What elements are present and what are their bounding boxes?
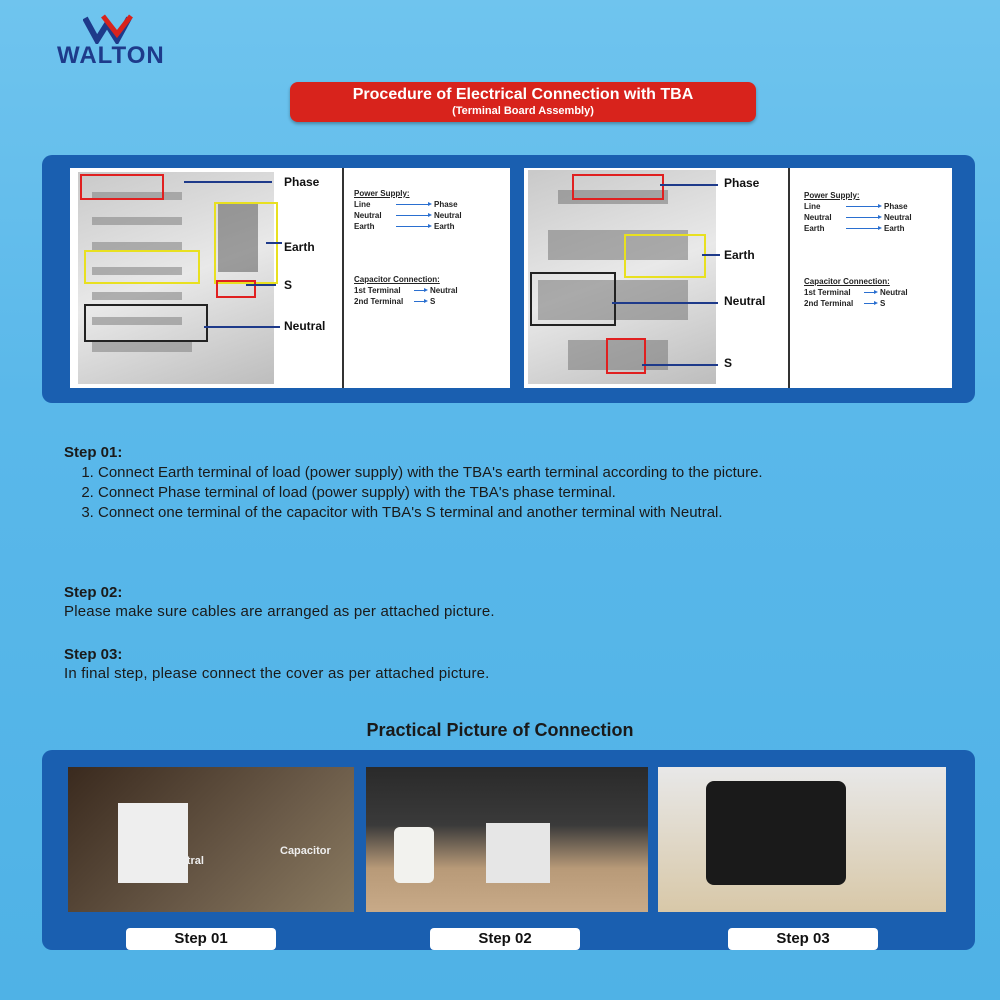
step03-label: Step 03 xyxy=(728,928,878,950)
neutral-pointer-right xyxy=(612,302,718,304)
s-highlight-right xyxy=(606,338,646,374)
practical-photo-1 xyxy=(68,767,354,912)
walton-logo xyxy=(55,14,215,69)
cap-from-1: 2nd Terminal xyxy=(354,297,404,306)
capacitor-right xyxy=(804,276,908,309)
ps-from-1: Neutral xyxy=(354,211,382,220)
label-earth-left: Earth xyxy=(284,240,315,254)
step2-text: Please make sure cables are arranged as per attached picture. xyxy=(64,603,495,620)
page-subtitle: (Terminal Board Assembly) xyxy=(452,105,594,117)
step1-item-3: 3. Connect one terminal of the capacitor with TBA's S terminal and another terminal with Neutral. xyxy=(98,503,964,523)
diagram-right-panel xyxy=(524,168,952,388)
tba-photo-right xyxy=(528,170,716,384)
earth-pointer-right xyxy=(702,254,720,256)
step1-item-1: 1. Connect Earth terminal of load (power supply) with the TBA's earth terminal according to the picture. xyxy=(98,463,964,483)
ps-r-from-2: Earth xyxy=(804,224,825,233)
phase-highlight-right xyxy=(572,174,664,200)
neutral-highlight-right xyxy=(530,272,616,326)
divider-right xyxy=(788,168,790,388)
power-supply-left xyxy=(354,188,462,232)
practical-photo-2 xyxy=(366,767,648,912)
label-s-right: S xyxy=(724,356,733,370)
ps-r-to-0: Phase xyxy=(884,202,908,211)
label-phase-right: Phase xyxy=(724,176,760,190)
ps-to-2: Earth xyxy=(434,222,455,231)
label-phase-left: Phase xyxy=(284,175,320,189)
capacitor-drawing xyxy=(394,827,434,883)
step2-section xyxy=(64,584,964,620)
earth-highlight-right xyxy=(624,234,706,278)
tba-photo2-board xyxy=(486,823,550,883)
neutral-highlight-left xyxy=(84,304,208,342)
diagram-left-panel xyxy=(70,168,510,388)
tba-cover-drawing xyxy=(706,781,846,885)
phase-pointer xyxy=(184,181,272,183)
s-highlight-left xyxy=(84,250,200,284)
capacitor-heading: Capacitor Connection: xyxy=(354,275,440,284)
cap-to-0: Neutral xyxy=(430,286,458,295)
tba-photo-left xyxy=(78,172,274,384)
step1-item-2: 2. Connect Phase terminal of load (power supply) with the TBA's phase terminal. xyxy=(98,483,964,503)
ps-r-to-1: Neutral xyxy=(884,213,912,222)
label-neutral-right: Neutral xyxy=(724,294,766,308)
label-s-left: S xyxy=(284,278,293,292)
label-neutral-left: Neutral xyxy=(284,319,326,333)
step1-section xyxy=(64,444,964,523)
power-supply-heading-right: Power Supply: xyxy=(804,191,860,200)
phase-highlight-left xyxy=(80,174,164,200)
practical-photo-3 xyxy=(658,767,946,912)
power-supply-heading: Power Supply: xyxy=(354,189,410,198)
step01-label: Step 01 xyxy=(126,928,276,950)
ps-to-0: Phase xyxy=(434,200,458,209)
photo1-label-capacitor: Capacitor xyxy=(280,845,331,857)
page-title: Procedure of Electrical Connection with TBA xyxy=(352,86,694,103)
photo1-label-phase: Phase xyxy=(152,807,185,819)
step3-text: In final step, please connect the cover as per attached picture. xyxy=(64,665,490,682)
cap-to-1: S xyxy=(430,297,436,306)
cap-r-to-1: S xyxy=(880,299,886,308)
step3-heading: Step 03: xyxy=(64,646,123,663)
brand-name: WALTON xyxy=(57,42,165,69)
capacitor-heading-right: Capacitor Connection: xyxy=(804,277,890,286)
photo1-label-neutral: Neutral xyxy=(166,855,204,867)
ps-from-2: Earth xyxy=(354,222,375,231)
cap-r-to-0: Neutral xyxy=(880,288,908,297)
cap-from-0: 1st Terminal xyxy=(354,286,401,295)
step3-section xyxy=(64,646,964,682)
power-supply-right xyxy=(804,190,912,234)
divider-left xyxy=(342,168,344,388)
title-banner xyxy=(290,82,756,122)
step1-heading: Step 01: xyxy=(64,444,123,461)
walton-w-icon xyxy=(83,14,153,44)
label-earth-right: Earth xyxy=(724,248,755,262)
ps-r-to-2: Earth xyxy=(884,224,905,233)
practical-title: Practical Picture of Connection xyxy=(366,720,634,740)
ps-r-from-1: Neutral xyxy=(804,213,832,222)
capacitor-left xyxy=(354,274,458,307)
ps-to-1: Neutral xyxy=(434,211,462,220)
step02-label: Step 02 xyxy=(430,928,580,950)
s-pointer xyxy=(246,284,276,286)
ps-r-from-0: Line xyxy=(804,202,821,211)
cap-r-from-1: 2nd Terminal xyxy=(804,299,854,308)
ps-from-0: Line xyxy=(354,200,371,209)
s-pointer-right xyxy=(642,364,718,366)
earth-pointer xyxy=(266,242,282,244)
cap-r-from-0: 1st Terminal xyxy=(804,288,851,297)
step2-heading: Step 02: xyxy=(64,584,123,601)
neutral-pointer xyxy=(204,326,280,328)
s-terminal-highlight-left xyxy=(216,280,256,298)
phase-pointer-right xyxy=(660,184,718,186)
